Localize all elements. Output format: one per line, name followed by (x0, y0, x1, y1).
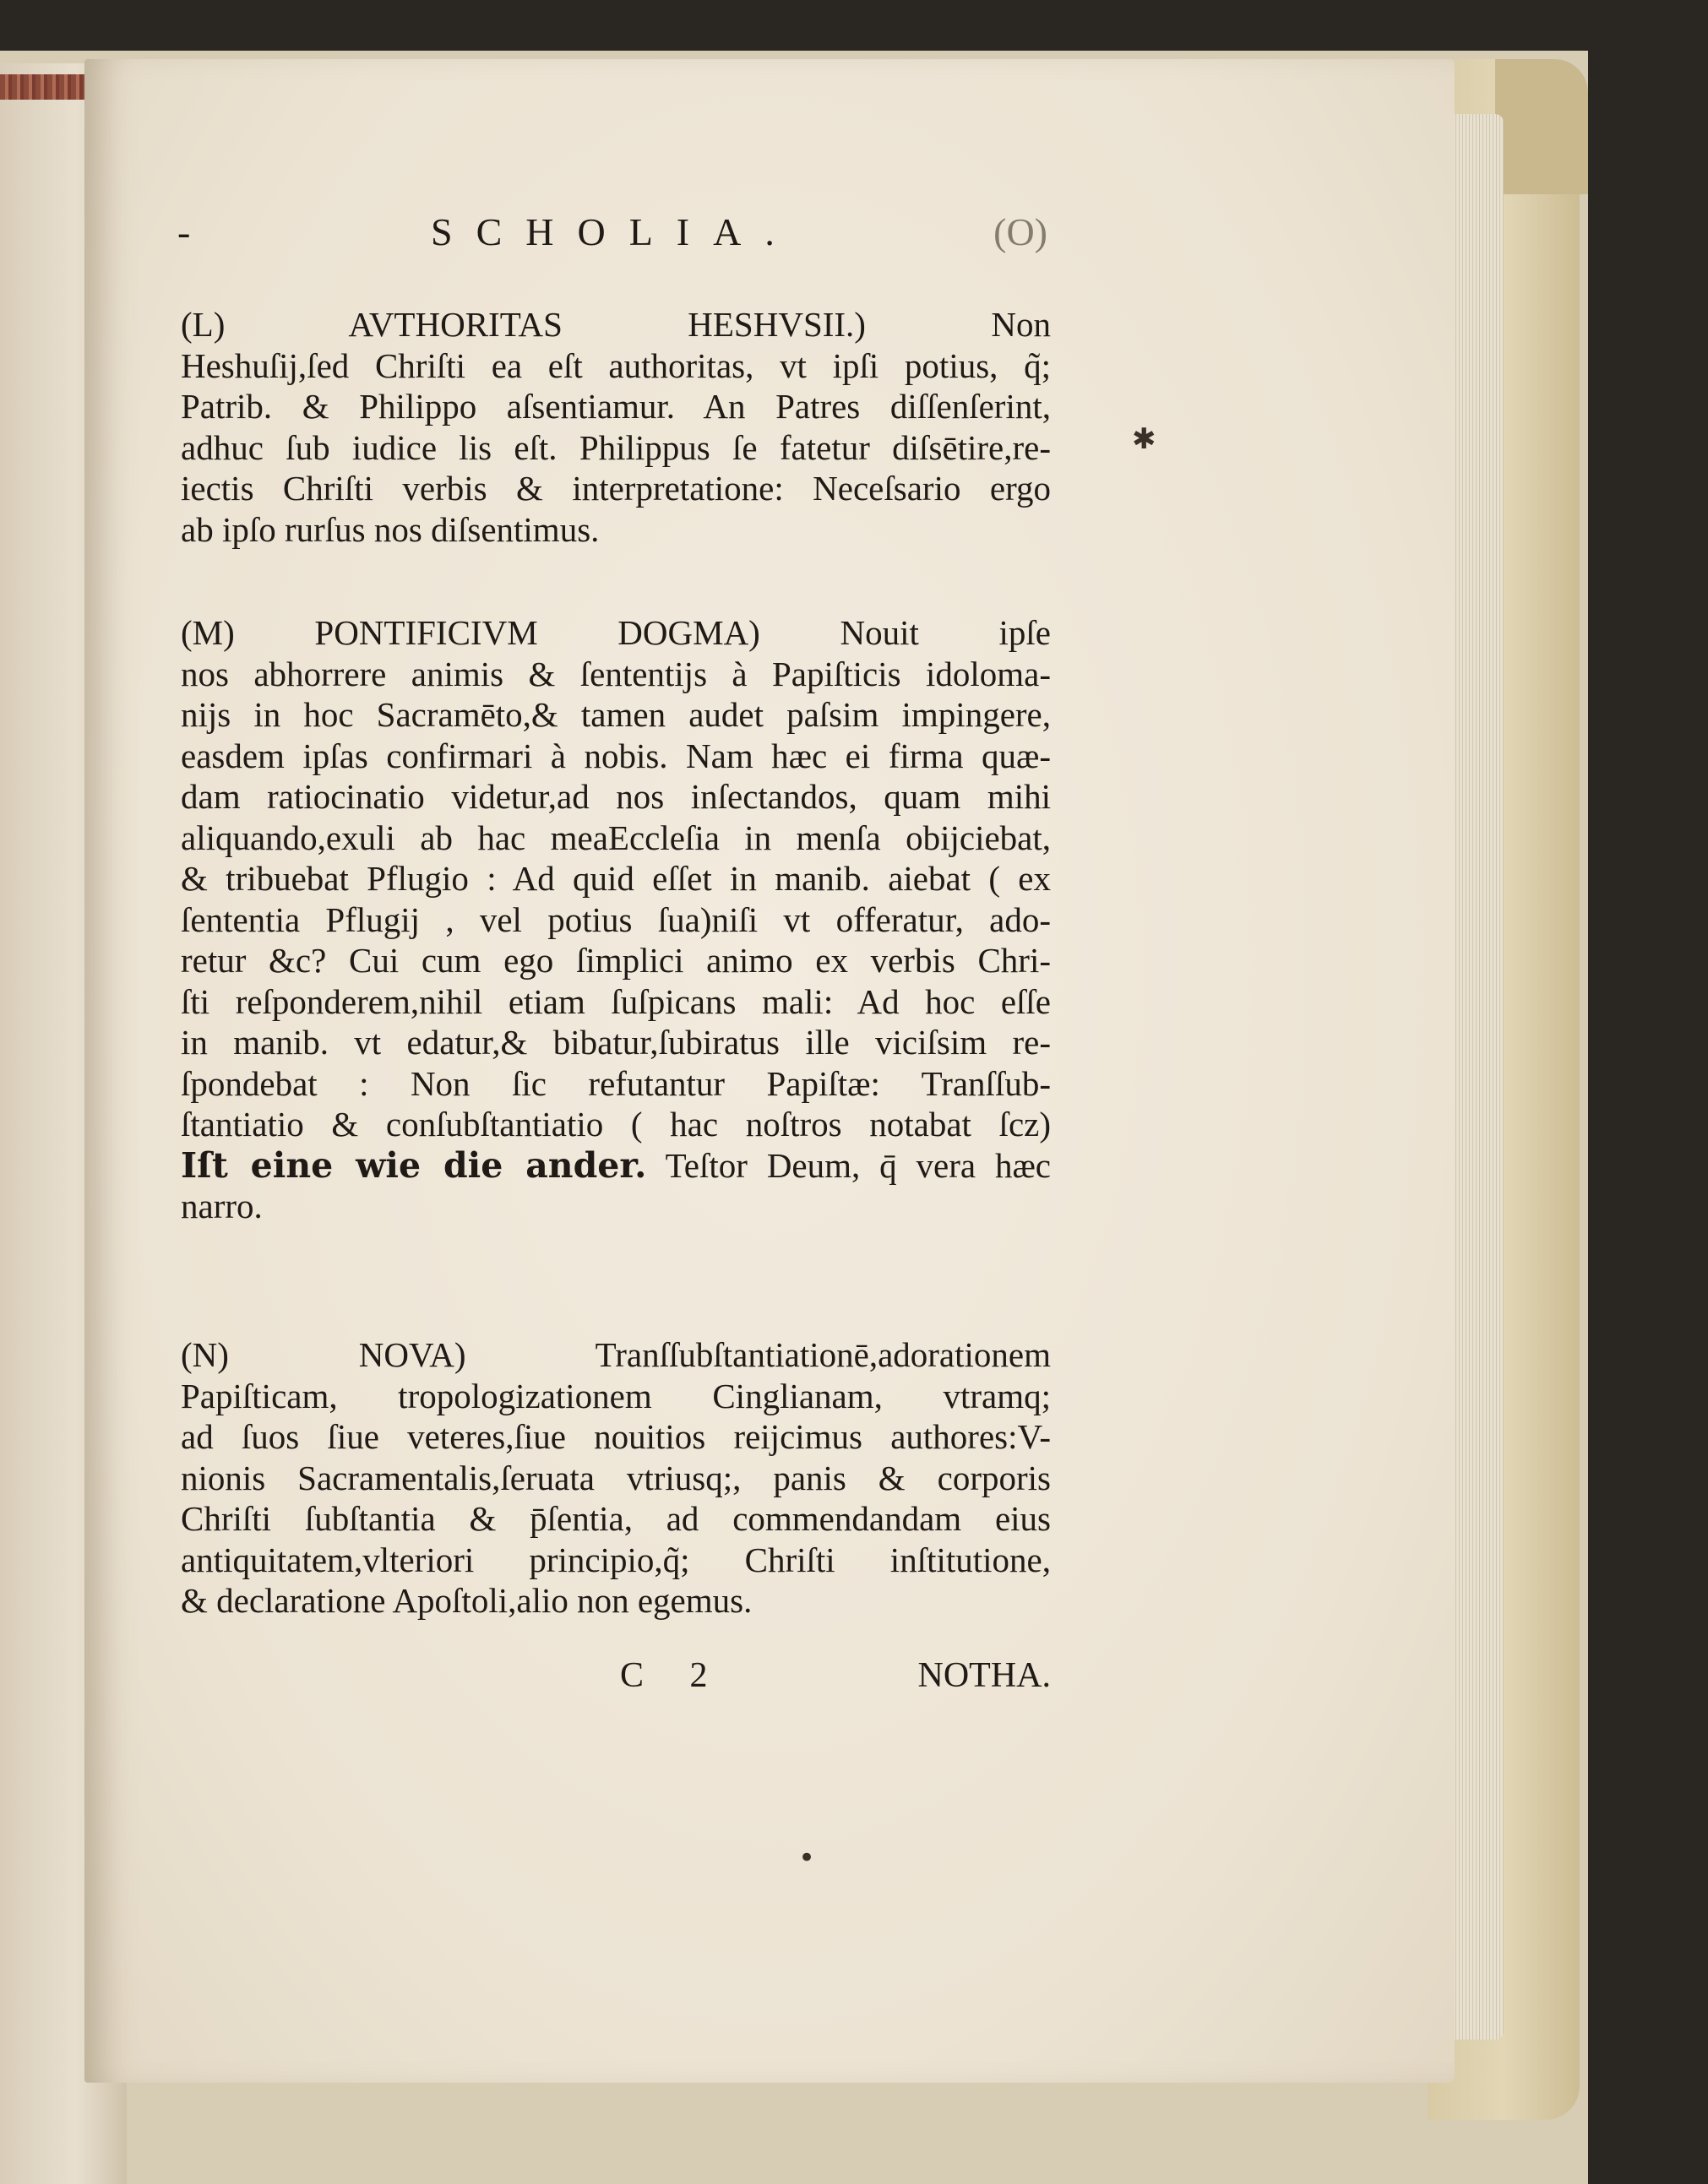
text-line: narro. (181, 1187, 263, 1225)
text-line: ſti reſponderem,nihil etiam ſuſpicans mali: Ad hoc eſſe (181, 981, 1051, 1021)
text-line: ab ipſo rurſus nos diſsentimus. (181, 509, 600, 549)
text-line: iectis Chriſti verbis & interpretatione: Neceſsario ergo (181, 469, 1051, 508)
text-line: nijs in hoc Sacramēto,& tamen audet paſsim impingere, (181, 695, 1051, 734)
page-title: SCHOLIA. (431, 210, 798, 253)
blackletter-quote: Iſt eine wie die ander. (181, 1144, 647, 1186)
text-line: ſententia Pflugij , vel potius ſua)niſi vt offeratur, ado- (181, 899, 1051, 939)
text-line: Papiſticam, tropologizationem Cinglianam, vtramq; (181, 1376, 1051, 1415)
text-line: antiquitatem,vlteriori principio,q̃; Chriſti inſtitutione, (181, 1540, 1051, 1579)
text-line: & tribuebat Pflugio : Ad quid eſſet in manib. aiebat ( ex (181, 859, 1051, 898)
scholion-N (181, 1334, 1051, 1622)
running-header (177, 209, 1047, 257)
signature-mark: C 2 (620, 1656, 726, 1695)
scholion-M (181, 612, 1051, 1227)
text-line: in manib. vt edatur,& bibatur,ſubiratus ille viciſsim re- (181, 1023, 1051, 1062)
catchword: NOTHA. (917, 1656, 1051, 1695)
text-line: Heshuſij,ſed Chriſti ea eſt authoritas, vt ipſi potius, q̃; (181, 345, 1051, 385)
text-fragment: Teſtor Deum, q̄ vera hæc (665, 1145, 1052, 1185)
scholion-L (181, 304, 1051, 550)
vellum-cover-corner (1495, 59, 1588, 194)
text-line: (M) PONTIFICIVM DOGMA) Nouit ipſe (181, 613, 1051, 652)
ink-dot-icon: • (798, 1841, 816, 1875)
text-line: ad ſuos ſiue veteres,ſiue nouitios reijcimus authores:V- (181, 1417, 1051, 1456)
text-line: dam ratiocinatio videtur,ad nos inſectandos, quam mihi (181, 777, 1051, 816)
text-line: retur &c? Cui cum ego ſimplici animo ex verbis Chri- (181, 941, 1051, 980)
page-footer (181, 1655, 1051, 1703)
text-line: nionis Sacramentalis,ſeruata vtriusq;, panis & corporis (181, 1458, 1051, 1497)
text-line: & declaratione Apoſtoli,alio non egemus. (181, 1581, 753, 1620)
text-line: ſpondebat : Non ſic refutantur Papiſtæ: Tranſſub- (181, 1063, 1051, 1103)
ink-blot-icon: ✱ (1132, 422, 1156, 456)
text-line: nos abhorrere animis & ſententijs à Papiſticis idoloma- (181, 654, 1051, 693)
blackletter-line (181, 1145, 1051, 1187)
text-line: ſtantiatio & conſubſtantiatio ( hac noſtros notabat ſcz) (181, 1105, 1051, 1144)
text-line: (N) NOVA) Tranſſubſtantiationē,adorationem (181, 1335, 1051, 1374)
text-line: easdem ipſas confirmari à nobis. Nam hæc ei firma quæ- (181, 736, 1051, 775)
text-line: Patrib. & Philippo aſsentiamur. An Patres diſſenſerint, (181, 387, 1051, 426)
show-through-mark: (O) (993, 210, 1047, 253)
text-line: aliquando,exuli ab hac meaEccleſia in menſa obijciebat, (181, 818, 1051, 857)
text-line: (L) AVTHORITAS HESHVSII.) Non (181, 305, 1051, 344)
text-line: Chriſti ſubſtantia & p̄ſentia, ad commendandam eius (181, 1499, 1051, 1538)
header-mark: - (177, 210, 191, 253)
text-line: adhuc ſub iudice lis eſt. Philippus ſe fatetur diſsētire,re- (181, 427, 1051, 467)
